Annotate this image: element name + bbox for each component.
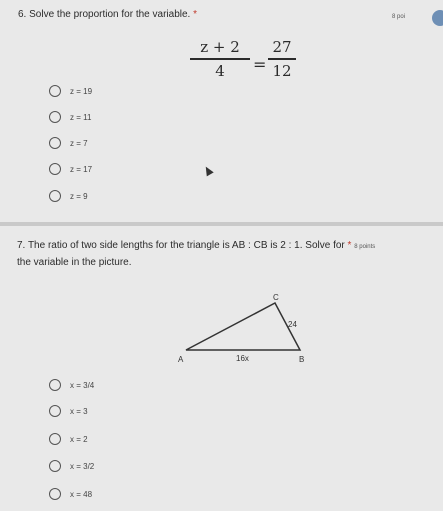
q7-option-3[interactable] — [49, 431, 88, 447]
option-label: x = 3 — [70, 406, 88, 416]
fraction-bar — [268, 58, 296, 60]
radio-button[interactable] — [49, 379, 61, 391]
q6-option-5[interactable] — [49, 188, 88, 204]
question-card-6 — [0, 0, 443, 222]
accent-dot — [432, 10, 443, 26]
radio-button[interactable] — [49, 163, 61, 175]
question-card-7 — [0, 226, 443, 511]
fraction-right-numerator: 27 — [272, 38, 292, 56]
required-mark: * — [347, 240, 352, 251]
option-label: z = 9 — [70, 191, 88, 201]
question-7-title — [17, 238, 427, 271]
vertex-b-label: B — [299, 355, 305, 364]
question-6-text: 6. Solve the proportion for the variable. — [18, 9, 191, 20]
option-label: z = 19 — [70, 86, 93, 96]
side-cb-label: 24 — [288, 320, 297, 329]
mouse-cursor-icon — [202, 165, 213, 177]
radio-button[interactable] — [49, 190, 61, 202]
radio-button[interactable] — [49, 433, 61, 445]
option-label: z = 17 — [70, 164, 93, 174]
vertex-c-label: C — [273, 293, 279, 302]
side-ab-label: 16x — [236, 354, 249, 363]
q6-option-4[interactable] — [49, 161, 92, 177]
question-7-text: 7. The ratio of two side lengths for the triangle is AB : CB is 2 : 1. Solve for — [17, 240, 345, 251]
radio-button[interactable] — [49, 405, 61, 417]
radio-button[interactable] — [49, 460, 61, 472]
triangle-shape — [186, 303, 300, 350]
radio-button[interactable] — [49, 488, 61, 500]
q7-option-5[interactable] — [49, 486, 92, 502]
vertex-a-label: A — [178, 355, 184, 364]
q6-option-3[interactable] — [49, 135, 88, 151]
question-6-title — [18, 9, 197, 20]
q6-option-2[interactable] — [49, 109, 91, 125]
option-label: x = 48 — [70, 489, 93, 499]
option-label: x = 3/2 — [70, 461, 95, 471]
q6-option-1[interactable] — [49, 83, 92, 99]
option-label: x = 3/4 — [70, 380, 95, 390]
points-label: 8 points — [354, 244, 376, 250]
points-label: 8 poi — [392, 14, 406, 20]
question-7-text-line2: the variable in the picture. — [17, 257, 132, 268]
fraction-right — [268, 38, 296, 80]
q7-option-4[interactable] — [49, 458, 94, 474]
radio-button[interactable] — [49, 85, 61, 97]
equals-sign: = — [253, 55, 267, 74]
option-label: x = 2 — [70, 434, 88, 444]
fraction-bar — [190, 58, 250, 60]
required-mark: * — [193, 9, 198, 20]
radio-button[interactable] — [49, 111, 61, 123]
option-label: z = 11 — [70, 112, 92, 122]
triangle-figure — [172, 292, 312, 372]
radio-button[interactable] — [49, 137, 61, 149]
fraction-left-denominator: 4 — [215, 61, 225, 80]
q7-option-2[interactable] — [49, 403, 88, 419]
fraction-right-denominator: 12 — [272, 61, 292, 80]
fraction-left — [190, 38, 250, 80]
option-label: z = 7 — [70, 138, 88, 148]
q7-option-1[interactable] — [49, 377, 94, 393]
fraction-left-numerator: z + 2 — [200, 38, 240, 56]
